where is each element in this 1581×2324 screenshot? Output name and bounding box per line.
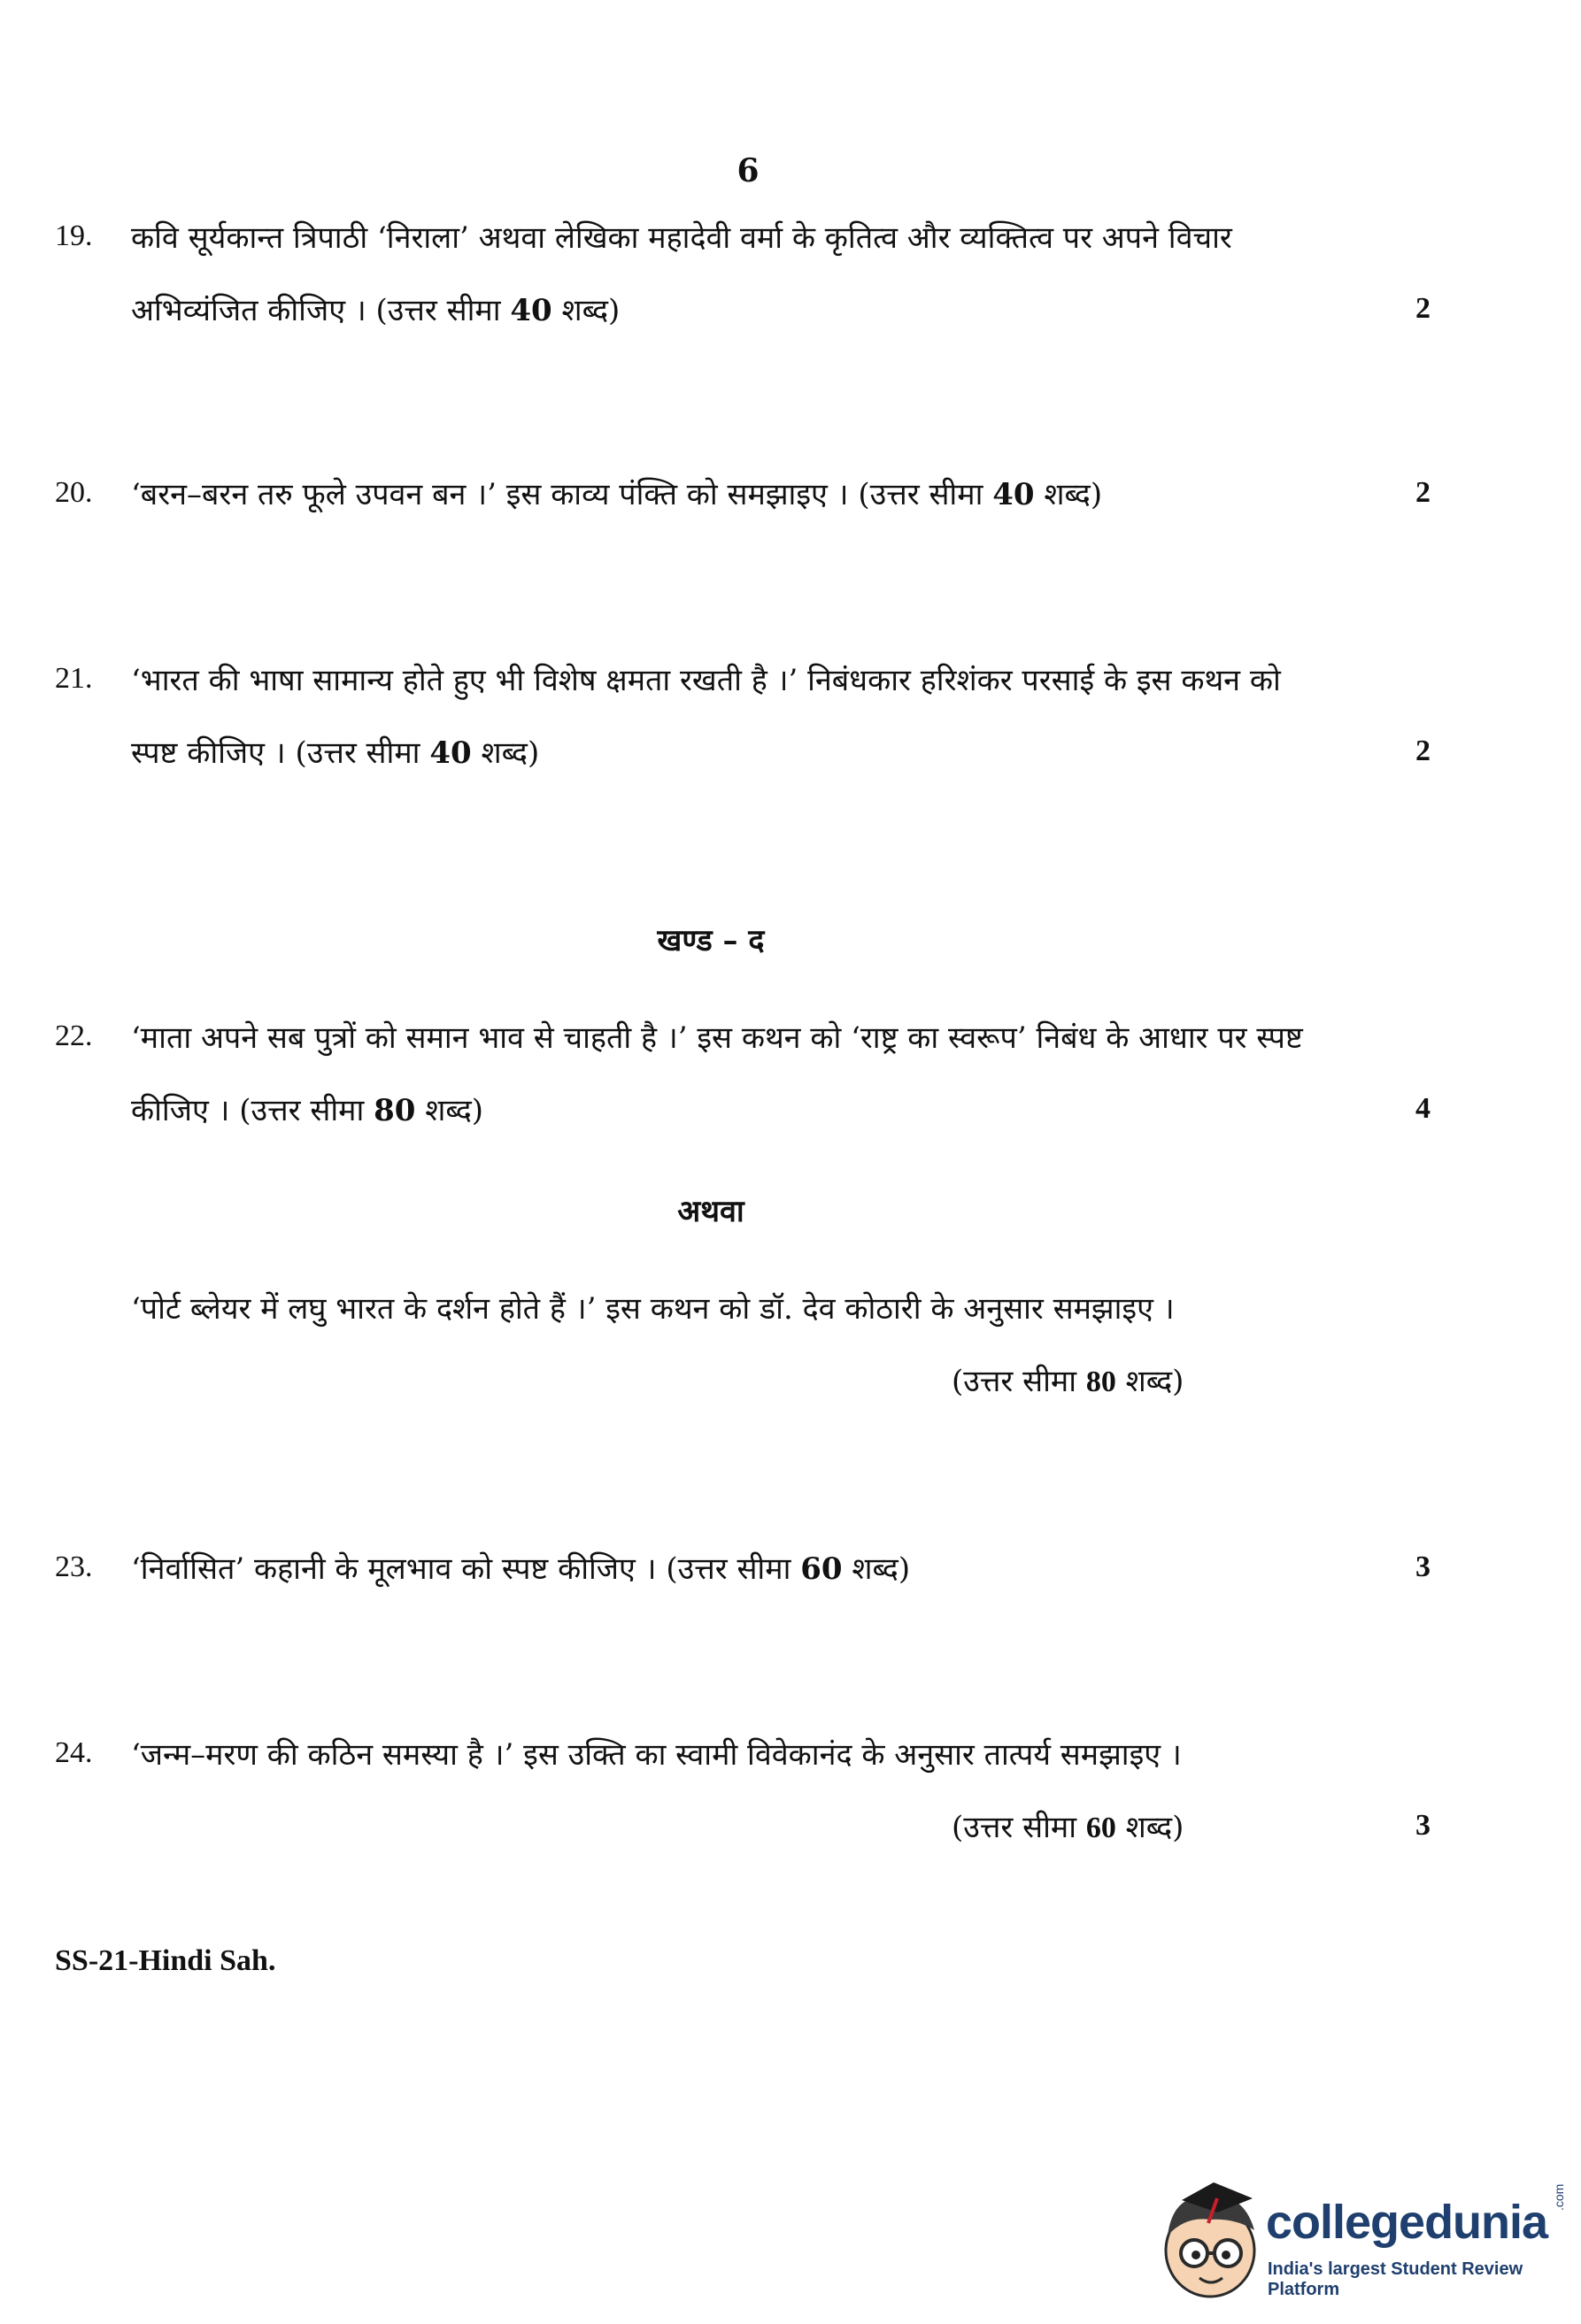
question-text: कवि सूर्यकान्त त्रिपाठी ‘निराला’ अथवा लेखिका महादेवी वर्मा के कृतित्व और व्यक्तित्व पर अपने विचार [131,220,1232,256]
question-text-line2 [131,289,620,329]
or-label: अथवा [677,1194,744,1229]
question-text [131,1547,910,1588]
question-number: 20. [55,476,93,509]
paper-code: SS-21-Hindi Sah. [55,1944,276,1977]
question-text-cont: अभिव्यंजित कीजिए । (उत्तर सीमा [131,293,501,328]
question-number: 23. [55,1551,93,1583]
word-limit-unit: शब्द) [852,1551,911,1587]
word-limit-unit: शब्द) [1044,477,1103,512]
question-text: ‘माता अपने सब पुत्रों को समान भाव से चाहती है ।’ इस कथन को ‘राष्ट्र का स्वरूप’ निबंध के आधार पर स्पष्ट [131,1020,1303,1056]
marks: 2 [1415,476,1431,509]
question-number: 21. [55,662,93,695]
alternate-word-limit [952,1359,1184,1400]
brand-tagline: India's largest Student Review Platform [1268,2259,1523,2299]
question-text-cont: कीजिए । (उत्तर सीमा [131,1093,365,1128]
question-number: 22. [55,1020,93,1052]
word-limit: 40 [510,293,552,328]
word-limit-unit: शब्द) [481,735,540,771]
marks: 4 [1415,1092,1431,1125]
word-limit-unit: शब्द) [1125,1364,1184,1399]
question-text-line2 [131,731,539,772]
word-limit-unit: शब्द) [1125,1810,1184,1845]
question-text-cont: स्पष्ट कीजिए । (उत्तर सीमा [131,735,420,771]
question-text: ‘जन्म–मरण की कठिन समस्या है ।’ इस उक्ति का स्वामी विवेकानंद के अनुसार तात्पर्य समझाइए । [131,1737,1182,1773]
word-limit: 60 [1085,1812,1116,1844]
word-limit-line [952,1805,1184,1846]
question-number: 19. [55,219,93,252]
brand-name: collegedunia [1266,2196,1548,2249]
word-limit: 40 [992,477,1035,512]
brand-domain: .com [1552,2183,1566,2211]
marks: 3 [1415,1809,1431,1842]
question-text: ‘भारत की भाषा सामान्य होते हुए भी विशेष क्षमता रखती है ।’ निबंधकार हरिशंकर परसाई के इस कथन को [131,663,1281,698]
page-number: 6 [737,152,760,189]
word-limit: 60 [800,1551,843,1587]
question-number: 24. [55,1736,93,1769]
word-limit-prefix: (उत्तर सीमा [952,1810,1077,1845]
question-text-cont: ‘निर्वासित’ कहानी के मूलभाव को स्पष्ट कीजिए । (उत्तर सीमा [131,1551,791,1587]
marks: 2 [1415,735,1431,767]
word-limit-unit: शब्द) [561,293,621,328]
question-text-line2 [131,1089,483,1129]
alternate-question-text: ‘पोर्ट ब्लेयर में लघु भारत के दर्शन होते हैं ।’ इस कथन को डॉ. देव कोठारी के अनुसार समझाइए । [131,1291,1175,1327]
marks: 3 [1415,1551,1431,1583]
word-limit-prefix: (उत्तर सीमा [952,1364,1077,1399]
section-heading: खण्ड – द [657,923,765,958]
word-limit: 80 [374,1093,416,1128]
question-text-cont: ‘बरन–बरन तरु फूले उपवन बन ।’ इस काव्य पंक्ति को समझाइए । (उत्तर सीमा [131,477,983,512]
word-limit-unit: शब्द) [425,1093,484,1128]
word-limit: 80 [1085,1366,1116,1398]
word-limit: 40 [429,735,472,771]
marks: 2 [1415,292,1431,325]
student-mascot-icon [1155,2166,1270,2299]
question-text [131,473,1102,513]
